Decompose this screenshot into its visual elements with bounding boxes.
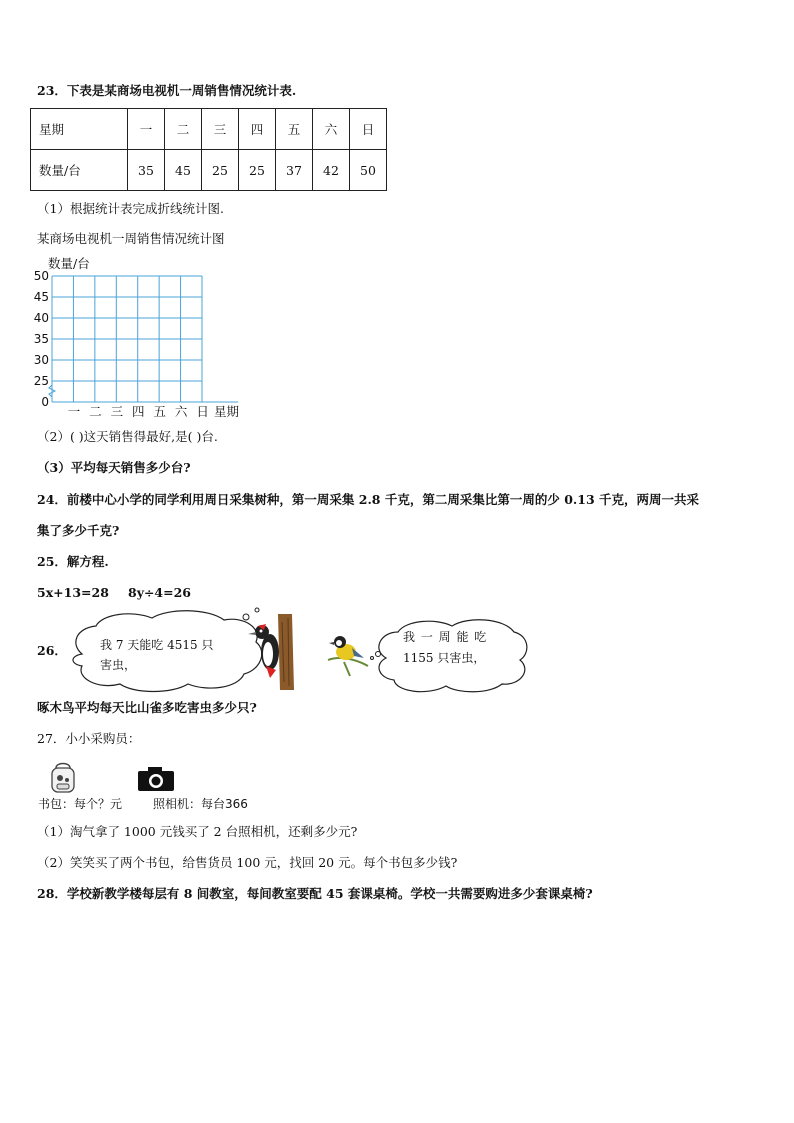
y-tick-label: 50: [33, 269, 49, 283]
bubble2-line2: 1155 只害虫，: [403, 651, 486, 665]
x-tick-label: 一: [67, 404, 81, 419]
q23-part3: （3）平均每天销售多少台?: [37, 460, 191, 475]
x-tick-label: 六: [174, 404, 188, 419]
line-chart: [0, 250, 260, 425]
x-tick-label: 四: [132, 404, 145, 419]
table-cell: 42: [313, 150, 350, 191]
y-tick-label: 0: [41, 395, 49, 409]
sales-table: [30, 108, 387, 191]
table-cell: 25: [202, 150, 239, 191]
camera-price-label: 照相机：每台366: [153, 797, 248, 811]
y-tick-label: 45: [33, 290, 49, 304]
x-tick-label: 二: [89, 404, 102, 419]
tit-bird-icon: [324, 630, 370, 680]
woodpecker-icon: [248, 612, 296, 692]
table-cell: 三: [202, 109, 239, 150]
q26-number: 26．: [37, 643, 67, 658]
x-ticks: [68, 404, 209, 419]
table-cell: 星期: [31, 109, 128, 150]
bubble1-line2: 害虫，: [100, 658, 137, 672]
table-cell: 六: [313, 109, 350, 150]
table-cell: 二: [165, 109, 202, 150]
x-tick-label: 三: [110, 404, 124, 419]
table-cell: 一: [128, 109, 165, 150]
bubble2-line1: 我 一 周 能 吃: [403, 630, 488, 644]
table-cell: 日: [350, 109, 387, 150]
backpack-icon: [48, 762, 78, 794]
camera-icon: [136, 765, 176, 793]
table-cell: 50: [350, 150, 387, 191]
table-cell: 数量/台: [31, 150, 128, 191]
y-tick-label: 25: [33, 374, 49, 388]
chart-grid: [49, 276, 238, 402]
table-cell: 四: [239, 109, 276, 150]
chart-title: 某商场电视机一周销售情况统计图: [37, 231, 225, 246]
x-tick-label: 五: [153, 404, 166, 419]
table-cell: 37: [276, 150, 313, 191]
q27-part1: （1）淘气拿了 1000 元钱买了 2 台照相机，还剩多少元?: [37, 824, 358, 839]
y-tick-label: 30: [33, 353, 49, 367]
q27-part2: （2）笑笑买了两个书包，给售货员 100 元，找回 20 元。每个书包多少钱?: [37, 855, 458, 870]
y-axis-label: 数量/台: [48, 256, 90, 271]
q23-heading: 23．下表是某商场电视机一周销售情况统计表.: [37, 83, 297, 98]
q24-line2: 集了多少千克?: [37, 523, 120, 538]
q24-line1: 24．前楼中心小学的同学利用周日采集树种，第一周采集 2.8 千克，第二周采集比第一周的少 0.13 千克，两周一共采: [37, 492, 699, 507]
q27-heading: 27．小小采购员：: [37, 731, 141, 746]
table-cell: 25: [239, 150, 276, 191]
q26-question: 啄木鸟平均每天比山雀多吃害虫多少只?: [37, 700, 257, 715]
table-cell: 35: [128, 150, 165, 191]
table-row: [31, 109, 387, 150]
x-tick-label: 日: [196, 404, 209, 419]
table-row: [31, 150, 387, 191]
equation-2: 8y÷4=26: [128, 585, 192, 600]
bag-price-label: 书包：每个？元: [38, 797, 123, 811]
x-axis-label: 星期: [214, 404, 240, 419]
q23-part1: （1）根据统计表完成折线统计图.: [37, 201, 224, 216]
bubble1-line1: 我 7 天能吃 4515 只: [100, 638, 214, 652]
y-ticks: [34, 269, 49, 409]
table-cell: 五: [276, 109, 313, 150]
q28-text: 28．学校新教学楼每层有 8 间教室，每间教室要配 45 套课桌椅。学校一共需要购进多少套课桌椅?: [37, 886, 593, 901]
y-tick-label: 40: [33, 311, 49, 325]
q25-heading: 25．解方程.: [37, 554, 109, 569]
y-tick-label: 35: [33, 332, 49, 346]
q23-part2: （2）( )这天销售得最好,是( )台.: [37, 429, 218, 444]
equation-1: 5x+13=28: [37, 585, 109, 600]
table-cell: 45: [165, 150, 202, 191]
